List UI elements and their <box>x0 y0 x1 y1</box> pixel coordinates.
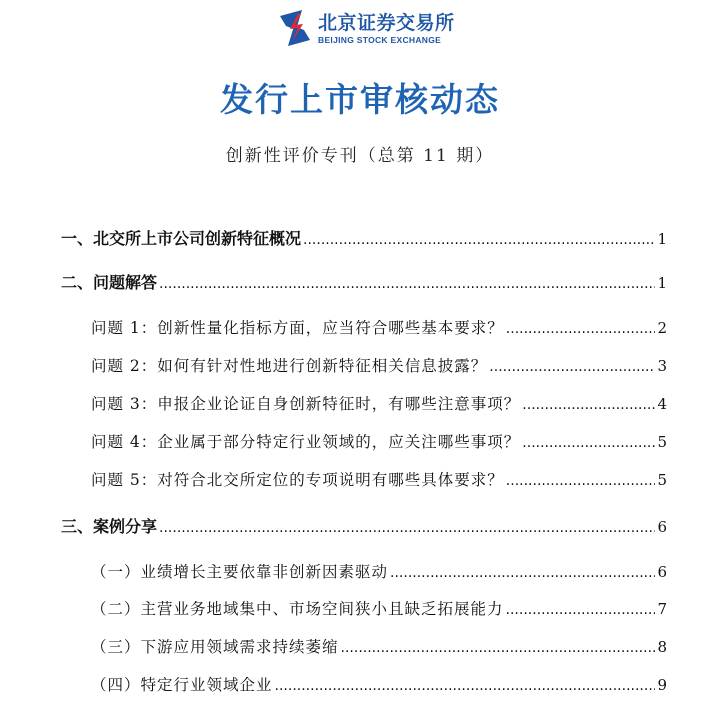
toc-entry[interactable] <box>91 635 667 657</box>
toc-entry[interactable] <box>61 514 667 537</box>
toc-page-number: 5 <box>657 433 667 451</box>
toc-page-number: 1 <box>657 230 667 248</box>
toc-entry[interactable] <box>91 354 667 376</box>
toc-page-number: 3 <box>657 357 667 375</box>
page-subtitle: 创新性评价专刊（总第 11 期） <box>225 146 495 166</box>
toc-entry[interactable] <box>61 226 667 249</box>
toc-entry-text: （四）特定行业领域企业 <box>91 676 273 694</box>
toc-entry-text: 问题 4：企业属于部分特定行业领域的，应关注哪些事项？ <box>91 433 521 451</box>
toc-leader-dots <box>506 602 656 618</box>
toc-entry-text: 问题 2：如何有针对性地进行创新特征相关信息披露？ <box>91 357 488 375</box>
toc-entry-text: 三、案例分享 <box>61 517 158 536</box>
toc-entry[interactable] <box>91 392 667 414</box>
toc-leader-dots <box>506 321 656 337</box>
toc-entry-text: （三）下游应用领域需求持续萎缩 <box>91 638 339 656</box>
toc-leader-dots <box>159 276 655 292</box>
toc-leader-dots <box>522 397 655 413</box>
toc-leader-dots <box>506 473 656 489</box>
toc-page-number: 4 <box>657 395 667 413</box>
toc-page-number: 6 <box>657 518 667 536</box>
toc-entry-text: 二、问题解答 <box>61 273 158 292</box>
toc-entry-text: 问题 5：对符合北交所定位的专项说明有哪些具体要求？ <box>91 471 504 489</box>
toc-entry[interactable] <box>61 270 667 293</box>
header <box>0 6 720 50</box>
toc-page-number: 7 <box>657 600 667 618</box>
toc-page-number: 8 <box>657 638 667 656</box>
toc-page-number: 1 <box>657 274 667 292</box>
toc-entry[interactable] <box>91 430 667 452</box>
toc-entry[interactable] <box>91 560 667 582</box>
toc-leader-dots <box>522 435 655 451</box>
toc-leader-dots <box>390 565 655 581</box>
toc-entry-text: 一、北交所上市公司创新特征概况 <box>61 229 302 248</box>
toc-entry-text: （一）业绩增长主要依靠非创新因素驱动 <box>91 563 389 581</box>
toc-entry[interactable] <box>91 316 667 338</box>
bse-logo-icon <box>276 8 314 48</box>
toc-entry[interactable] <box>91 468 667 490</box>
toc-entry[interactable] <box>91 597 667 619</box>
logo-chinese-name: 北京证券交易所 <box>318 12 455 34</box>
toc-page-number: 5 <box>657 471 667 489</box>
page-title: 发行上市审核动态 <box>220 80 500 119</box>
toc-leader-dots <box>489 359 655 375</box>
toc-entry[interactable] <box>91 673 667 695</box>
toc-leader-dots <box>159 520 655 536</box>
toc-page-number: 6 <box>657 563 667 581</box>
toc-entry-text: （二）主营业务地域集中、市场空间狭小且缺乏拓展能力 <box>91 600 504 618</box>
toc-leader-dots <box>275 678 656 694</box>
toc-entry-text: 问题 3：申报企业论证自身创新特征时，有哪些注意事项？ <box>91 395 521 413</box>
toc-page-number: 2 <box>657 319 667 337</box>
toc-page-number: 9 <box>657 676 667 694</box>
toc-leader-dots <box>303 232 655 248</box>
logo-english-name: BEIJING STOCK EXCHANGE <box>318 35 442 45</box>
toc-leader-dots <box>341 640 656 656</box>
toc-entry-text: 问题 1：创新性量化指标方面，应当符合哪些基本要求？ <box>91 319 504 337</box>
